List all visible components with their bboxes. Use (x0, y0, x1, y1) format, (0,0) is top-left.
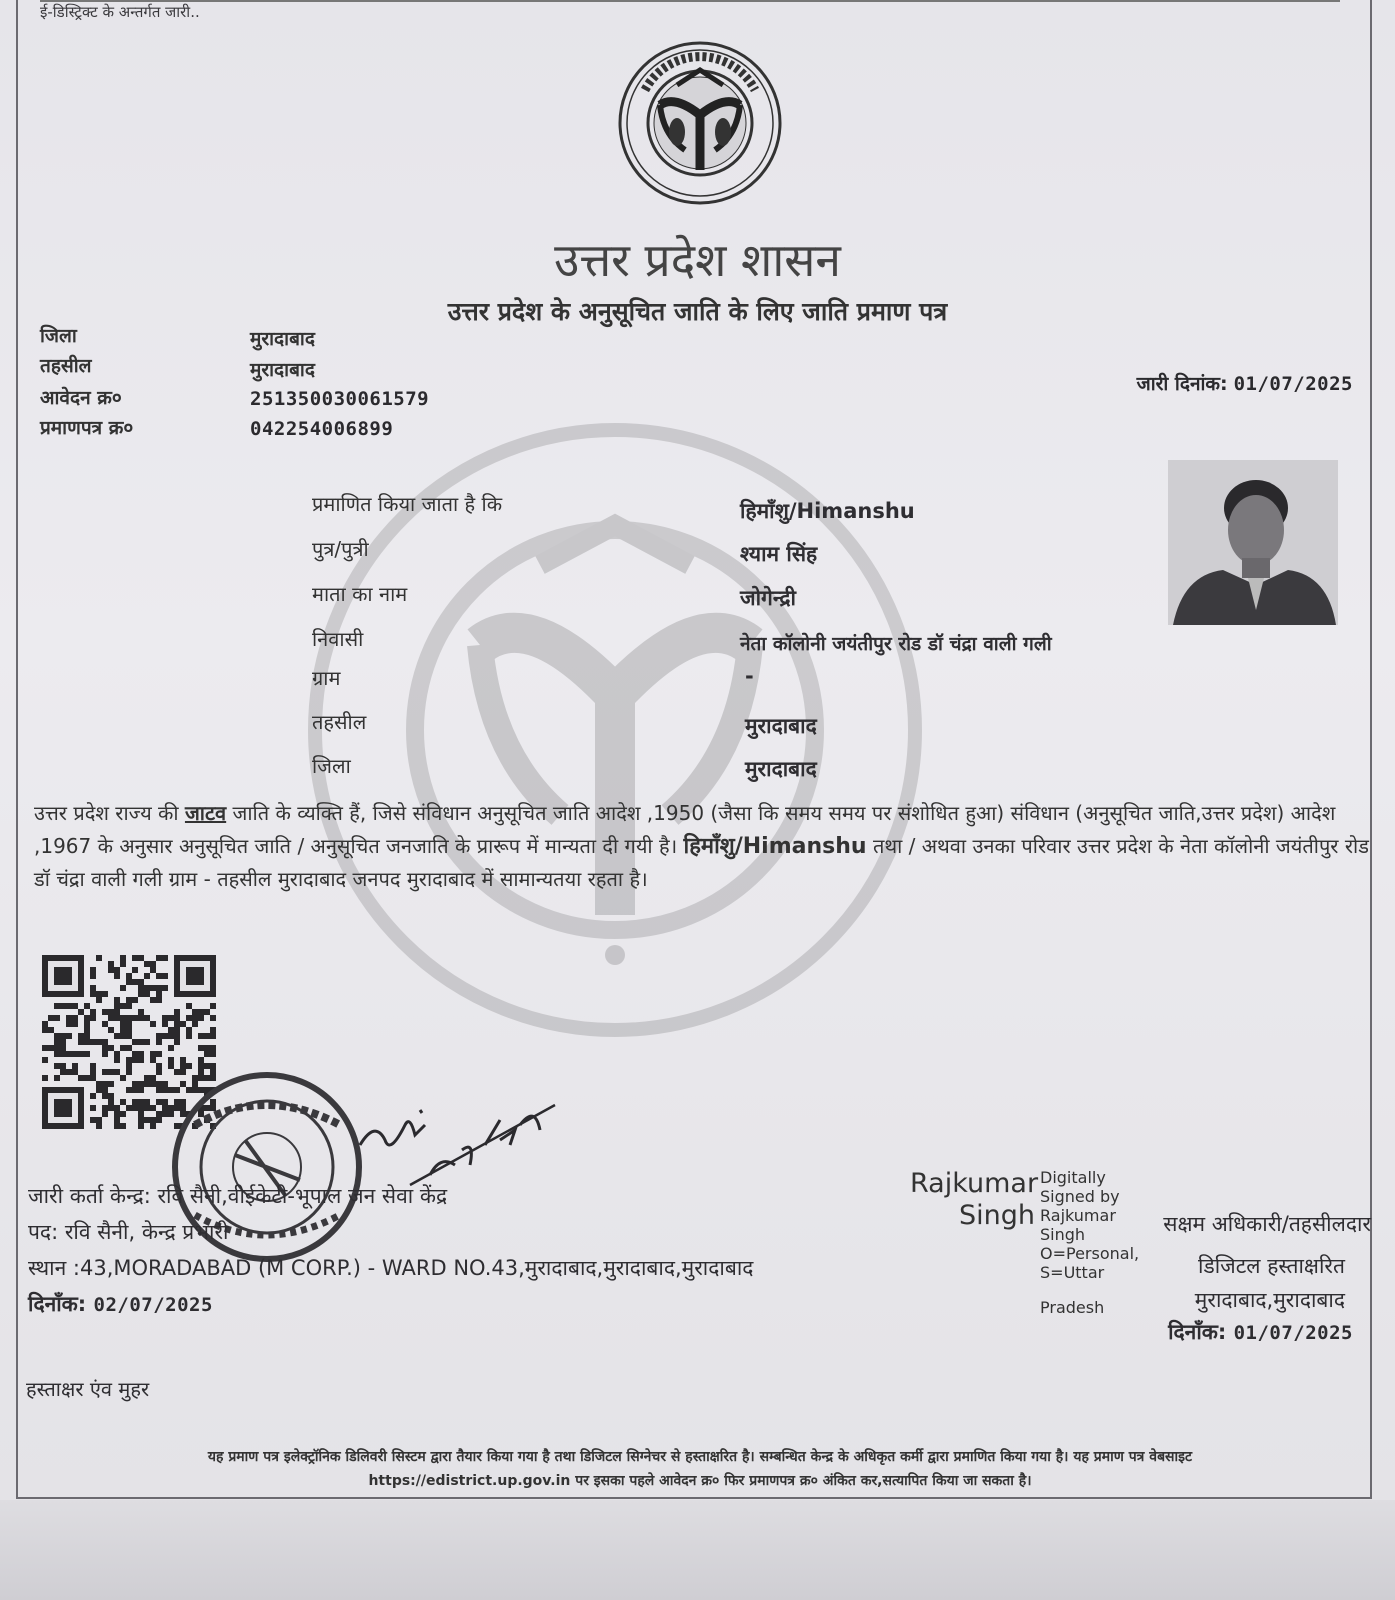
detail-value-mother: जोगेन्द्री (740, 586, 796, 610)
residence-text: तथा / अथवा उनका परिवार उत्तर प्रदेश के नेता कॉलोनी जयंतीपुर रोड डॉ चंद्रा वाली गली ग्राम - तहसील मुरादाबाद जनपद मुरादाबाद में सामान्यतया रहता है। (34, 834, 1369, 891)
detail-value-district: मुरादाबाद (745, 757, 817, 781)
digital-signer-name (910, 1168, 1039, 1232)
tehsil-value: मुरादाबाद (250, 359, 315, 381)
officer-digital-signed: डिजिटल हस्ताक्षरित (1198, 1254, 1345, 1278)
issuer-post: पद: रवि सैनी, केन्द्र प्रभारी (28, 1220, 229, 1244)
notice-line: यह प्रमाण पत्र इलेक्ट्रॉनिक डिलिवरी सिस्टम द्वारा तैयार किया गया है तथा डिजिटल सिग्नेचर से हस्ताक्षरित है। सम्बन्धित केन्द्र के अधिकृत कर्मी द्वारा प्रमाणित किया गया है। यह प्रमाण पत्र वेबसाइट (207, 1449, 1193, 1465)
top-note: ई-डिस्ट्रिक्ट के अन्तर्गत जारी.. (40, 3, 200, 21)
signature-detail-line: O=Personal, (1040, 1244, 1140, 1263)
district-label: जिला (40, 325, 77, 347)
officer-designation: सक्षम अधिकारी/तहसीलदार (1163, 1212, 1371, 1236)
verification-notice (30, 1445, 1370, 1493)
caste-name: जाटव (184, 801, 227, 825)
table-background (0, 1500, 1395, 1600)
issue-date-label: जारी दिनांक: (1136, 373, 1228, 395)
detail-label: निवासी (312, 627, 364, 651)
handwritten-signature (350, 1085, 560, 1195)
statement-text: जाति के व्यक्ति हैं, जिसे संविधान अनुसूचित जाति आदेश ,1950 (जैसा कि समय समय पर संशोधित हुआ) संविधान (अनुसूचित जाति,उत्तर प्रदेश) आदेश ,1967 के अनुसार अनुसूचित जाति / अनुसूचित जनजाति के प्रारूप में मान्यता दी गयी है। (34, 801, 1336, 858)
detail-label: प्रमाणित किया जाता है कि (312, 492, 503, 516)
detail-label: जिला (312, 754, 351, 778)
issuer-date-value: 02/07/2025 (93, 1294, 213, 1316)
certificate-subtitle: उत्तर प्रदेश के अनुसूचित जाति के लिए जाति प्रमाण पत्र (447, 297, 948, 326)
detail-value-tehsil: मुरादाबाद (745, 714, 817, 738)
detail-label: तहसील (312, 710, 367, 734)
signature-seal-label: हस्ताक्षर एंव मुहर (26, 1377, 150, 1401)
signature-detail-line: Rajkumar (1040, 1206, 1116, 1225)
certificate-statement (34, 797, 1374, 896)
officer-date (1168, 1318, 1353, 1346)
certificate-number: 042254006899 (250, 418, 394, 440)
signature-detail-line: Signed by (1040, 1187, 1120, 1206)
signer-name-line: Singh (958, 1200, 1035, 1231)
officer-location: मुरादाबाद,मुरादाबाद (1194, 1288, 1345, 1312)
detail-label: पुत्र/पुत्री (312, 537, 369, 561)
issuing-centre: जारी कर्ता केन्द्र: रवि सैनी,वीईकेटी-भूपाल जन सेवा केंद्र (28, 1184, 448, 1208)
detail-label: ग्राम (312, 666, 341, 690)
signature-detail-line: Singh (1040, 1225, 1086, 1244)
applicant-photo (1168, 460, 1338, 625)
application-label: आवेदन क्र० (40, 387, 122, 409)
signature-detail-line: S=Uttar (1040, 1263, 1105, 1282)
application-number: 251350030061579 (250, 388, 430, 410)
holder-name: हिमाँशु/Himanshu (683, 834, 867, 859)
statement-text: उत्तर प्रदेश राज्य की (34, 801, 179, 825)
certificate-label: प्रमाणपत्र क्र० (40, 417, 134, 439)
issuer-date (28, 1290, 213, 1318)
signature-detail-line: Pradesh (1040, 1298, 1105, 1317)
detail-value-village: - (745, 664, 754, 688)
page-title: उत्तर प्रदेश शासन (554, 233, 841, 287)
issuer-place: स्थान :43,MORADABAD (M CORP.) - WARD NO.43,मुरादाबाद,मुरादाबाद,मुरादाबाद (28, 1256, 754, 1280)
notice-line: https://edistrict.up.gov.in पर इसका पहले आवेदन क्र० फिर प्रमाणपत्र क्र० अंकित कर,सत्यापित किया जा सकता है। (368, 1473, 1032, 1489)
detail-value-name: हिमाँशु/Himanshu (740, 499, 915, 523)
detail-value-father: श्याम सिंह (740, 542, 818, 566)
officer-date-label: दिनाँक: (1168, 1320, 1227, 1344)
tehsil-label: तहसील (40, 355, 92, 377)
issuer-date-label: दिनाँक: (28, 1292, 87, 1316)
signature-detail-line: Digitally (1040, 1168, 1106, 1187)
issue-date (1137, 370, 1353, 396)
district-value: मुरादाबाद (250, 328, 315, 350)
signer-name-line: Rajkumar (910, 1168, 1039, 1199)
detail-label: माता का नाम (312, 582, 408, 606)
issue-date-value: 01/07/2025 (1233, 373, 1353, 395)
up-government-emblem-icon (615, 40, 785, 206)
digital-signature-details (1040, 1168, 1139, 1317)
officer-date-value: 01/07/2025 (1233, 1322, 1353, 1344)
detail-value-address: नेता कॉलोनी जयंतीपुर रोड डॉ चंद्रा वाली गली (740, 633, 1052, 655)
person-photo-icon (1168, 460, 1338, 625)
